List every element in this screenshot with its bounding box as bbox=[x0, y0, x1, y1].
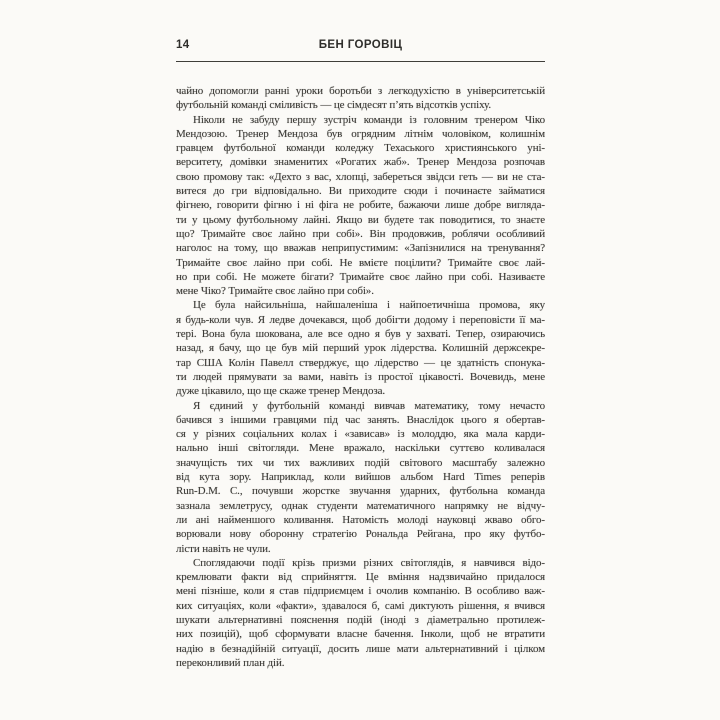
body-line: Run-D.M. C., почувши жорстке звучання ударних, футбольна команда bbox=[176, 485, 545, 498]
body-line: наголос на тому, що вважав неприпустимим: «Запізнилися на тренування? bbox=[176, 242, 545, 255]
paragraph-3 bbox=[176, 298, 545, 398]
header-rule bbox=[176, 61, 545, 62]
text-block bbox=[176, 84, 545, 670]
body-line: Тримайте своє лайно при собі. Не вмієте поцілити? Тримайте своє лай- bbox=[176, 256, 545, 269]
body-line: Ніколи не забуду першу зустріч команди із головним тренером Чіко bbox=[193, 113, 545, 126]
body-line: назад, я бачу, що це був мій перший урок лідерства. Колишній держсекре- bbox=[176, 342, 545, 355]
body-line: що? Тримайте своє лайно при собі». Він продовжив, роблячи особливий bbox=[176, 227, 545, 240]
body-line: витеся до гри відповідально. Ви приходите сюди і починаєте займатися bbox=[176, 185, 545, 198]
body-line: Мендозою. Тренер Мендоза був огрядним літнім чоловіком, колишнім bbox=[176, 127, 545, 140]
body-line: надію в безнадійній ситуації, досить лише мати альтернативний і цілком bbox=[176, 642, 545, 655]
body-line: футбольній команді сміливість — це сімдесят п’ять відсотків успіху. bbox=[176, 99, 492, 112]
body-line: від кута зору. Наприклад, коли вийшов альбом Hard Times реперів bbox=[176, 471, 545, 484]
running-title: БЕН ГОРОВІЦ bbox=[318, 39, 403, 51]
body-line: лісти навіть не чули. bbox=[176, 542, 271, 555]
body-line: Це була найсильніша, найшаленіша і найпоетичніша промова, яку bbox=[193, 299, 545, 312]
body-line: ти у цьому футбольному лайні. Якщо ви будете так поводитися, то знаєте bbox=[176, 213, 545, 226]
body-line: фігнею, говорити фігню і ні фіга не робите, бажаючи лише добре вигляда- bbox=[176, 199, 545, 212]
body-line: мені пізніше, коли я став підприємцем і очолив компанію. В особливо важ- bbox=[176, 585, 545, 598]
body-line: них позицій), щоб сформувати власне бачення. Інколи, щоб не втратити bbox=[176, 628, 545, 641]
body-line: зазнала землетрусу, однак студенти математичного напрямку не відчу- bbox=[176, 499, 545, 512]
paragraph-1 bbox=[176, 84, 545, 113]
page-header bbox=[176, 39, 545, 53]
body-line: ти людей прямувати за вами, навіть із простої цікавості. Вочевидь, мене bbox=[176, 370, 545, 383]
body-line: мене Чіко? Тримайте своє лайно при собі». bbox=[176, 285, 374, 298]
body-line: верситету, домівки знаменитих «Рогатих жаб». Тренер Мендоза розпочав bbox=[176, 156, 545, 169]
body-line: ворювали нову оборонну стратегію Рональда Рейгана, про яку футбо- bbox=[176, 528, 545, 541]
body-line: шукати альтернативні пояснення подій (іноді з діаметрально протилеж- bbox=[176, 613, 545, 626]
body-line: дуже цікавило, що ще скаже тренер Мендоза. bbox=[176, 385, 386, 398]
paragraph-5 bbox=[176, 556, 545, 670]
body-line: ли ані найменшого коливання. Натомість молоді науковці жваво обго- bbox=[176, 513, 545, 526]
body-line: значущість тих чи тих важливих подій світового масштабу залежно bbox=[176, 456, 545, 469]
page-number: 14 bbox=[176, 39, 190, 51]
body-line: нально інші світогляди. Мене вражало, наскільки суттєво коливалася bbox=[176, 442, 545, 455]
body-line: тар США Колін Павелл стверджує, що лідерство — це здатність спонука- bbox=[176, 356, 545, 369]
body-line: свою промову так: «Дехто з вас, хлопці, забереться звідси геть — ви не ста- bbox=[176, 170, 545, 183]
body-line: ких ситуаціях, коли «факти», здавалося б, самі диктують рішення, я вчився bbox=[176, 599, 545, 612]
body-line: но при собі. Не можете бігати? Тримайте своє лайно при собі. Називаєте bbox=[176, 270, 545, 283]
body-line: тері. Вона була шокована, але все одно я був у захваті. Тепер, озираючись bbox=[176, 328, 545, 341]
body-line: я будь-коли чув. Я ледве дочекався, щоб добігти додому і переповісти її ма- bbox=[176, 313, 545, 326]
body-line: гравцем футбольної команди коледжу Техаського християнського уні- bbox=[176, 142, 545, 155]
body-line: чайно допомогли ранні уроки боротьби з легкодухістю в університетській bbox=[176, 85, 545, 97]
paragraph-4 bbox=[176, 399, 545, 556]
body-line: кремлювати факти від сприйняття. Це вміння надзвичайно придалося bbox=[176, 571, 545, 584]
body-line: переконливий план дій. bbox=[176, 656, 285, 669]
body-line: Споглядаючи події крізь призми різних світоглядів, я навчився відо- bbox=[193, 556, 545, 569]
body-line: ся у різних соціальних колах і «зависав» із молоддю, яка мала карди- bbox=[176, 428, 545, 441]
body-line: бачився з іншими гравцями під час занять. Внаслідок цього я обертав- bbox=[176, 413, 545, 426]
paragraph-2 bbox=[176, 113, 545, 299]
body-line: Я єдиний у футбольній команді вивчав математику, тому нечасто bbox=[193, 399, 545, 412]
